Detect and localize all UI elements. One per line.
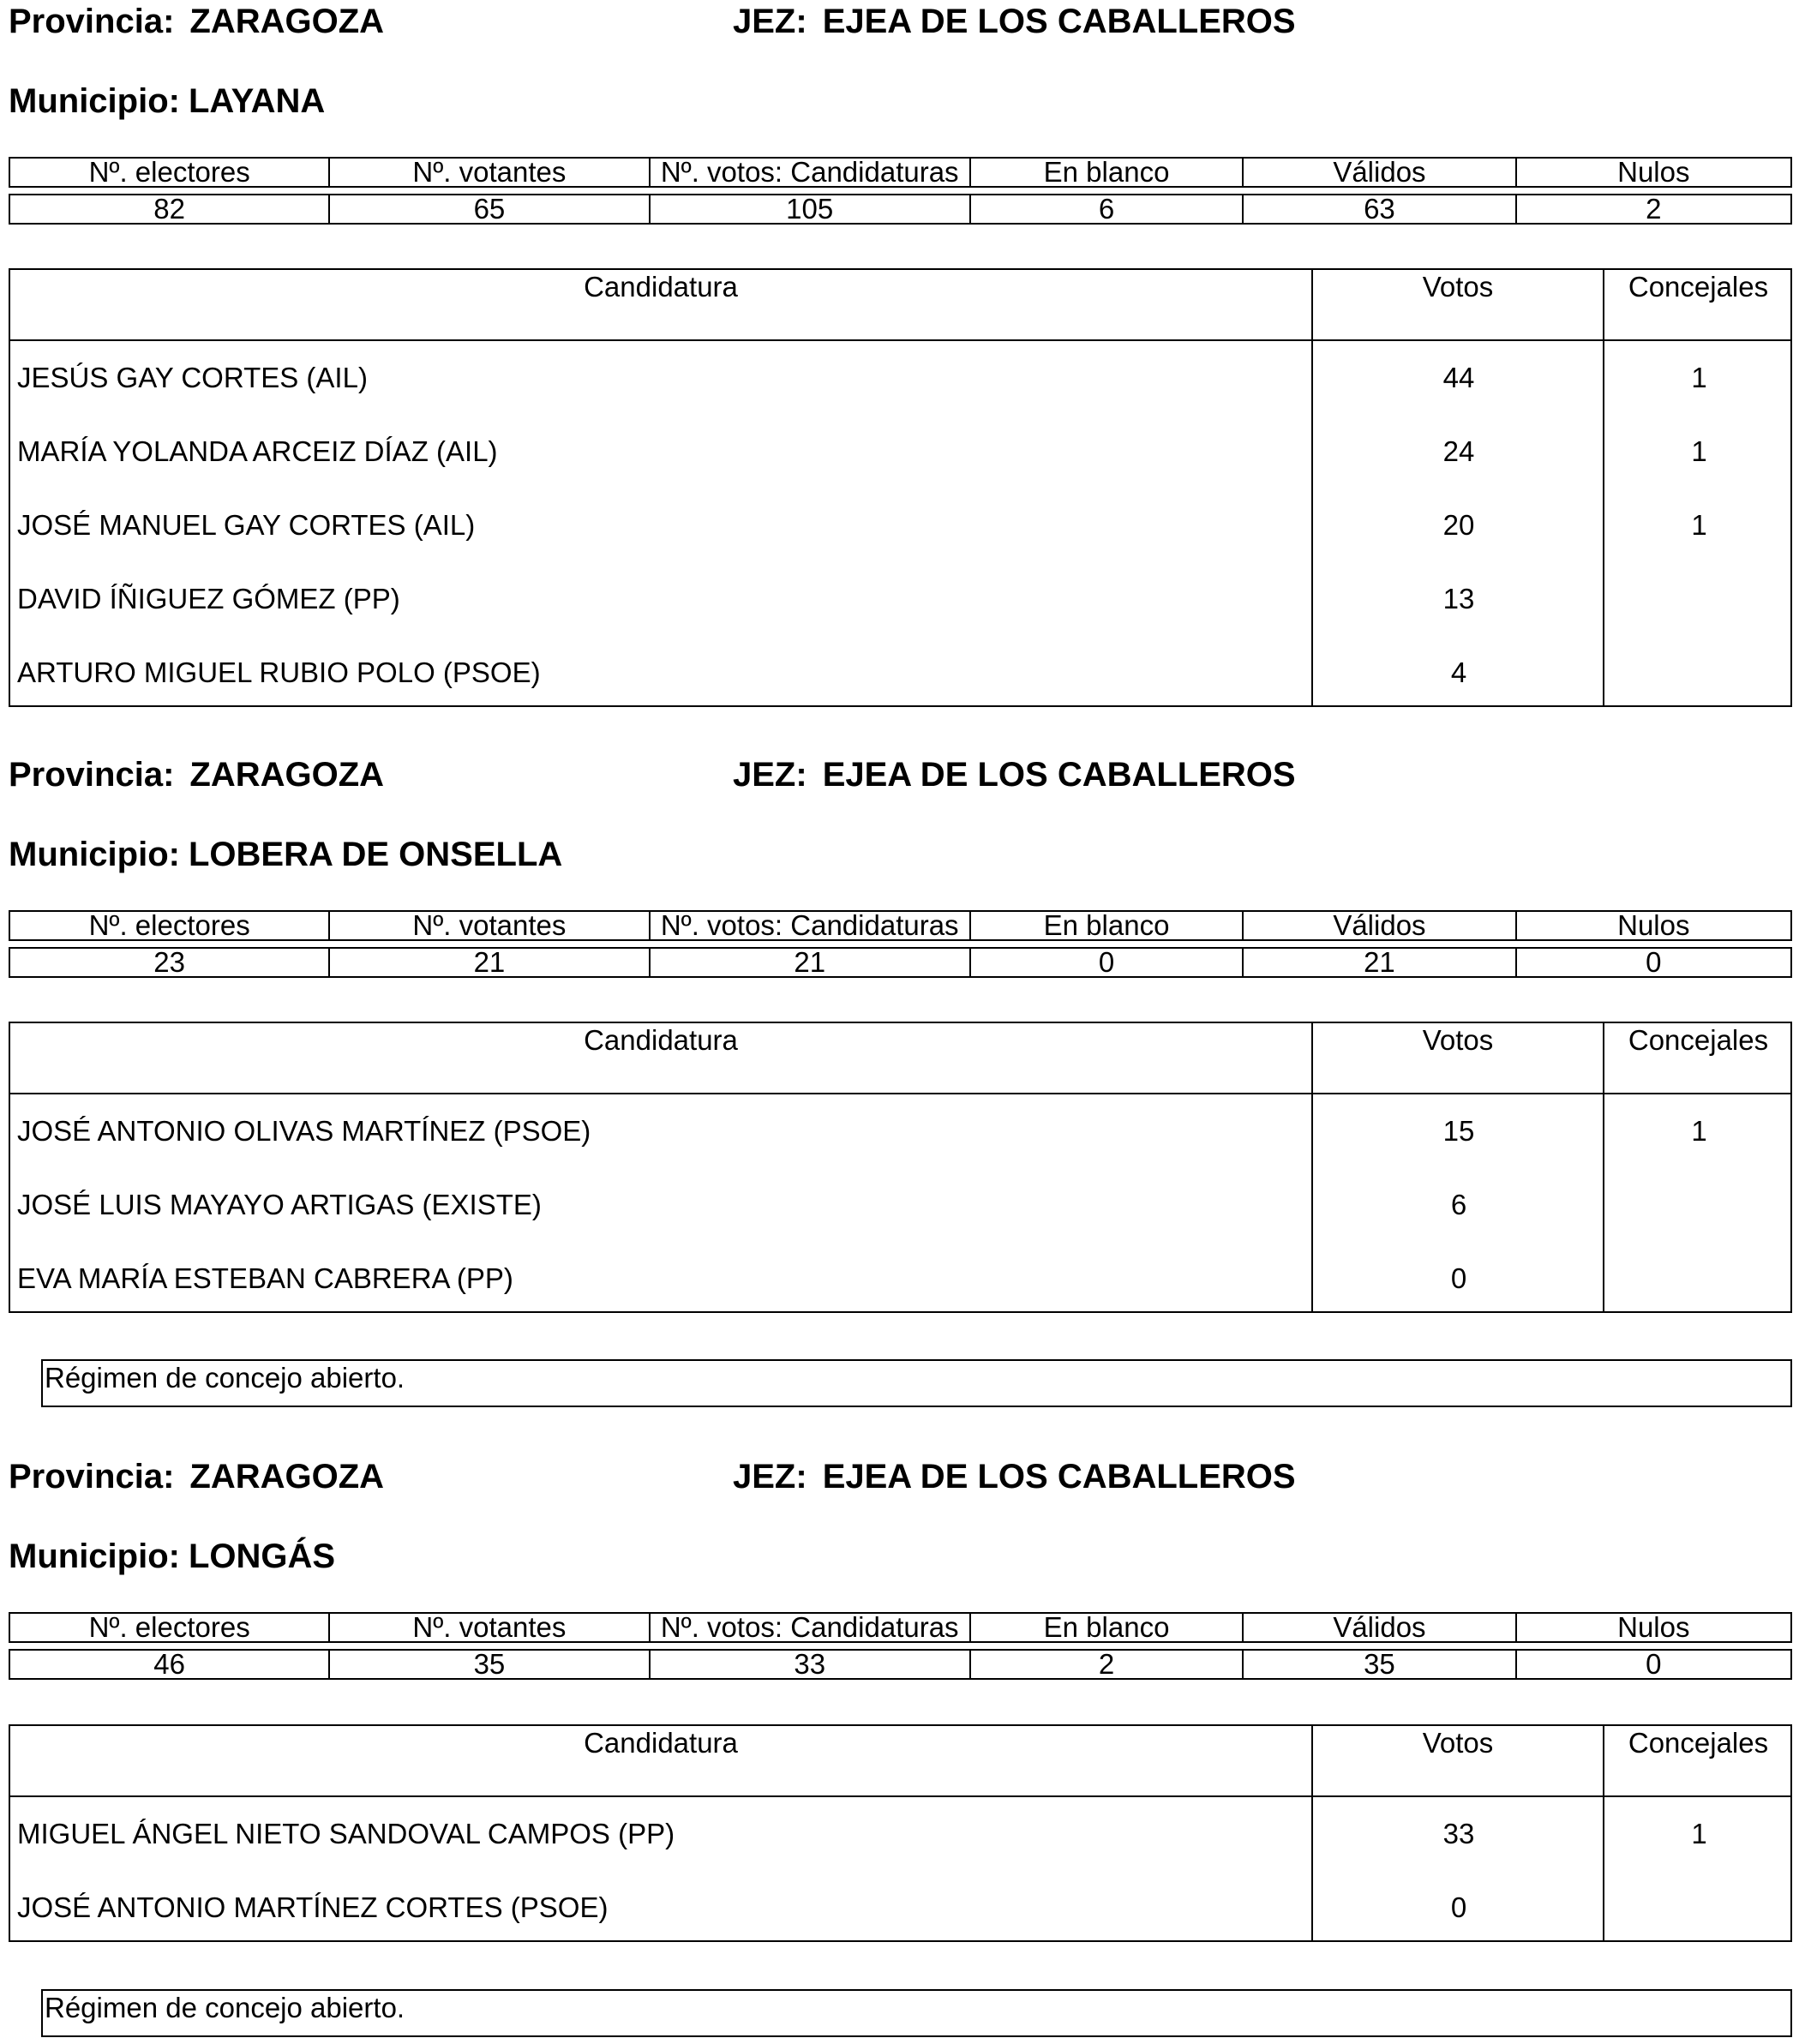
candidate-votes: 24	[1442, 435, 1475, 467]
candidate-name: EVA MARÍA ESTEBAN CABRERA (PP)	[17, 1262, 513, 1294]
provincia-label: Provincia:	[9, 1458, 175, 1496]
stats-value-row	[9, 947, 1792, 978]
candidatura-header: Candidatura	[584, 1024, 738, 1056]
table-row	[10, 489, 1790, 562]
candidatura-header: Candidatura	[584, 1727, 738, 1759]
candidate-votes: 4	[1450, 656, 1467, 688]
stats-header: Nulos	[1617, 1611, 1690, 1643]
municipio-header	[9, 835, 562, 874]
jez-label: JEZ:	[733, 756, 807, 794]
candidate-concejales	[1604, 1871, 1794, 1945]
stats-value-row	[9, 194, 1792, 225]
concejales-header: Concejales	[1628, 1024, 1769, 1056]
stats-header: En blanco	[971, 912, 1244, 939]
candidates-table	[9, 1724, 1792, 1942]
stats-header: Nº. votos: Candidaturas	[651, 912, 971, 939]
candidates-table	[9, 268, 1792, 707]
candidate-name: JOSÉ ANTONIO OLIVAS MARTÍNEZ (PSOE)	[17, 1115, 591, 1147]
provincia-header	[9, 755, 384, 794]
candidate-name: JOSÉ LUIS MAYAYO ARTIGAS (EXISTE)	[17, 1189, 542, 1220]
table-row	[10, 341, 1790, 415]
provincia-value: ZARAGOZA	[189, 3, 385, 40]
candidate-name: ARTURO MIGUEL RUBIO POLO (PSOE)	[17, 656, 541, 688]
stats-header: Nº. electores	[10, 912, 330, 939]
votos-header: Votos	[1422, 271, 1494, 303]
stats-value: 21	[330, 949, 650, 976]
stats-header: Nº. votos: Candidaturas	[651, 1614, 971, 1641]
stats-value: 2	[971, 1651, 1244, 1678]
jez-value: EJEA DE LOS CABALLEROS	[822, 3, 1296, 40]
concejales-header: Concejales	[1628, 1727, 1769, 1759]
jez-label: JEZ:	[733, 3, 807, 40]
candidate-concejales	[1604, 636, 1794, 710]
candidate-name: DAVID ÍÑIGUEZ GÓMEZ (PP)	[17, 583, 400, 614]
stats-value: 65	[330, 195, 650, 223]
jez-value: EJEA DE LOS CABALLEROS	[822, 756, 1296, 794]
municipio-label: Municipio:	[9, 82, 180, 120]
stats-value: 2	[1646, 193, 1662, 225]
stats-header: Válidos	[1244, 912, 1516, 939]
stats-header: Nº. votos: Candidaturas	[651, 159, 971, 186]
stats-value: 0	[1646, 1648, 1662, 1680]
candidate-concejales	[1604, 1242, 1794, 1316]
table-row	[10, 1242, 1790, 1316]
candidate-votes: 20	[1442, 509, 1475, 541]
stats-value: 0	[1646, 946, 1662, 978]
stats-value: 21	[1244, 949, 1516, 976]
stats-value: 46	[10, 1651, 330, 1678]
votos-header: Votos	[1422, 1727, 1494, 1759]
candidate-concejales: 1	[1691, 1818, 1707, 1849]
concejales-header: Concejales	[1628, 271, 1769, 303]
stats-header: Nº. electores	[10, 159, 330, 186]
candidatura-header: Candidatura	[584, 271, 738, 303]
candidate-concejales: 1	[1691, 509, 1707, 541]
stats-value: 82	[10, 195, 330, 223]
municipio-header	[9, 81, 325, 121]
jez-header	[733, 1457, 1296, 1496]
candidate-votes: 15	[1442, 1115, 1475, 1147]
stats-value: 33	[651, 1651, 971, 1678]
table-row	[10, 415, 1790, 489]
stats-header-row	[9, 910, 1792, 941]
table-row	[10, 1094, 1790, 1168]
stats-header: Nº. electores	[10, 1614, 330, 1641]
concejo-abierto-note: Régimen de concejo abierto.	[41, 1989, 1792, 2037]
stats-header-row	[9, 1612, 1792, 1643]
table-row	[10, 562, 1790, 636]
municipio-value: LOBERA DE ONSELLA	[188, 836, 563, 873]
stats-header: En blanco	[971, 1614, 1244, 1641]
stats-header: Nulos	[1617, 909, 1690, 941]
stats-header: Nº. votantes	[330, 159, 650, 186]
table-row	[10, 636, 1790, 710]
table-row	[10, 1871, 1790, 1945]
jez-header	[733, 2, 1296, 41]
candidate-concejales: 1	[1691, 1115, 1707, 1147]
stats-value: 63	[1244, 195, 1516, 223]
stats-value: 23	[10, 949, 330, 976]
candidate-concejales: 1	[1691, 362, 1707, 393]
municipio-label: Municipio:	[9, 836, 180, 873]
stats-header: Válidos	[1244, 159, 1516, 186]
candidate-votes: 44	[1442, 362, 1475, 393]
candidate-name: JESÚS GAY CORTES (AIL)	[17, 362, 368, 393]
candidate-name: MARÍA YOLANDA ARCEIZ DÍAZ (AIL)	[17, 435, 498, 467]
municipio-value: LONGÁS	[188, 1537, 336, 1575]
candidate-votes: 0	[1450, 1891, 1467, 1923]
provincia-value: ZARAGOZA	[189, 756, 385, 794]
stats-header: Nº. votantes	[330, 1614, 650, 1641]
provincia-header	[9, 2, 384, 41]
stats-value: 6	[971, 195, 1244, 223]
stats-header: En blanco	[971, 159, 1244, 186]
stats-value: 35	[1244, 1651, 1516, 1678]
candidate-name: MIGUEL ÁNGEL NIETO SANDOVAL CAMPOS (PP)	[17, 1818, 675, 1849]
candidate-votes: 13	[1442, 583, 1475, 614]
municipio-header	[9, 1537, 335, 1576]
stats-header: Válidos	[1244, 1614, 1516, 1641]
stats-value: 105	[651, 195, 971, 223]
candidate-votes: 6	[1450, 1189, 1467, 1220]
provincia-label: Provincia:	[9, 756, 175, 794]
municipio-value: LAYANA	[188, 82, 326, 120]
candidate-name: JOSÉ MANUEL GAY CORTES (AIL)	[17, 509, 476, 541]
candidate-concejales: 1	[1691, 435, 1707, 467]
provincia-value: ZARAGOZA	[189, 1458, 385, 1496]
candidate-concejales	[1604, 562, 1794, 636]
candidate-concejales	[1604, 1168, 1794, 1242]
table-row	[10, 1797, 1790, 1871]
stats-value: 35	[330, 1651, 650, 1678]
stats-header: Nulos	[1617, 156, 1690, 188]
stats-value: 0	[971, 949, 1244, 976]
candidate-name: JOSÉ ANTONIO MARTÍNEZ CORTES (PSOE)	[17, 1891, 609, 1923]
provincia-label: Provincia:	[9, 3, 175, 40]
municipio-label: Municipio:	[9, 1537, 180, 1575]
provincia-header	[9, 1457, 384, 1496]
table-row	[10, 1168, 1790, 1242]
candidates-table	[9, 1022, 1792, 1313]
jez-value: EJEA DE LOS CABALLEROS	[822, 1458, 1296, 1496]
stats-header: Nº. votantes	[330, 912, 650, 939]
stats-value-row	[9, 1649, 1792, 1680]
votos-header: Votos	[1422, 1024, 1494, 1056]
stats-header-row	[9, 157, 1792, 188]
concejo-abierto-note: Régimen de concejo abierto.	[41, 1359, 1792, 1407]
candidate-votes: 0	[1450, 1262, 1467, 1294]
jez-header	[733, 755, 1296, 794]
stats-value: 21	[651, 949, 971, 976]
jez-label: JEZ:	[733, 1458, 807, 1496]
candidate-votes: 33	[1442, 1818, 1475, 1849]
